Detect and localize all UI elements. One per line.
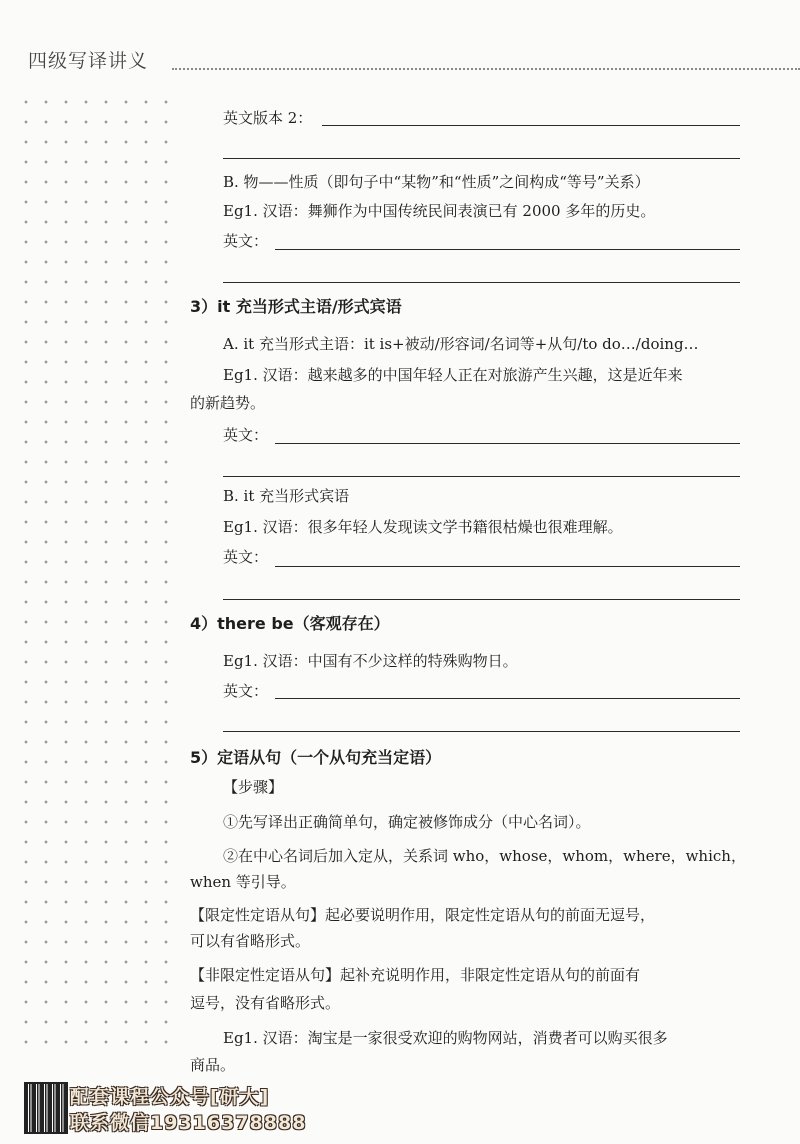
- section-a-title: A. it 充当形式主语：it is+被动/形容词/名词等+从句/to do…/doing…: [223, 335, 699, 353]
- section-b-title: B. it 充当形式宾语: [223, 487, 350, 505]
- restrictive-clause-note-continued: 可以有省略形式。: [190, 932, 311, 950]
- qr-code-icon: [24, 1082, 68, 1134]
- answer-line[interactable]: [275, 698, 740, 699]
- answer-line[interactable]: [275, 443, 740, 444]
- example-sentence: Eg1. 汉语：越来越多的中国年轻人正在对旅游产生兴趣，这是近年来: [223, 366, 683, 384]
- answer-line[interactable]: [223, 476, 740, 477]
- step-2-continued: when 等引导。: [190, 873, 296, 891]
- english-label: 英文：: [223, 548, 269, 566]
- watermark-line-1: 配套课程公众号[研大]: [70, 1086, 270, 1108]
- header-dotted-rule: [172, 68, 800, 70]
- example-sentence: Eg1. 汉语：淘宝是一家很受欢迎的购物网站，消费者可以购买很多: [223, 1029, 668, 1047]
- answer-line[interactable]: [275, 249, 740, 250]
- section-b-title: B. 物——性质（即句子中“某物”和“性质”之间构成“等号”关系）: [223, 173, 650, 191]
- example-sentence-continued: 商品。: [190, 1056, 236, 1074]
- section-heading-5: 5）定语从句（一个从句充当定语）: [190, 748, 442, 767]
- answer-line[interactable]: [275, 566, 740, 567]
- version2-label: 英文版本 2：: [223, 109, 313, 127]
- answer-line[interactable]: [223, 158, 740, 159]
- nonrestrictive-clause-note-continued: 逗号，没有省略形式。: [190, 994, 341, 1012]
- answer-line[interactable]: [223, 731, 740, 732]
- restrictive-clause-note: 【限定性定语从句】起必要说明作用，限定性定语从句的前面无逗号，: [190, 906, 656, 924]
- step-2: ②在中心名词后加入定从，关系词 who，whose，whom，where，which，: [223, 847, 746, 865]
- page-header-title: 四级写译讲义: [28, 50, 149, 72]
- example-sentence: Eg1. 汉语：很多年轻人发现读文学书籍很枯燥也很难理解。: [223, 518, 623, 536]
- margin-dot-grid: [16, 92, 176, 1052]
- section-heading-4: 4）there be（客观存在）: [190, 614, 390, 633]
- english-label: 英文：: [223, 682, 269, 700]
- english-label: 英文：: [223, 232, 269, 250]
- answer-line[interactable]: [223, 599, 740, 600]
- step-1: ①先写译出正确简单句，确定被修饰成分（中心名词）。: [223, 813, 591, 831]
- nonrestrictive-clause-note: 【非限定性定语从句】起补充说明作用，非限定性定语从句的前面有: [190, 966, 641, 984]
- answer-line[interactable]: [223, 282, 740, 283]
- example-sentence: Eg1. 汉语：舞狮作为中国传统民间表演已有 2000 多年的历史。: [223, 202, 656, 220]
- example-sentence: Eg1. 汉语：中国有不少这样的特殊购物日。: [223, 652, 518, 670]
- section-heading-3: 3）it 充当形式主语/形式宾语: [190, 297, 402, 316]
- answer-line[interactable]: [322, 125, 740, 126]
- steps-label: 【步骤】: [223, 778, 284, 796]
- watermark-line-2: 联系微信19316378888: [70, 1112, 307, 1134]
- english-label: 英文：: [223, 426, 269, 444]
- example-sentence-continued: 的新趋势。: [190, 394, 266, 412]
